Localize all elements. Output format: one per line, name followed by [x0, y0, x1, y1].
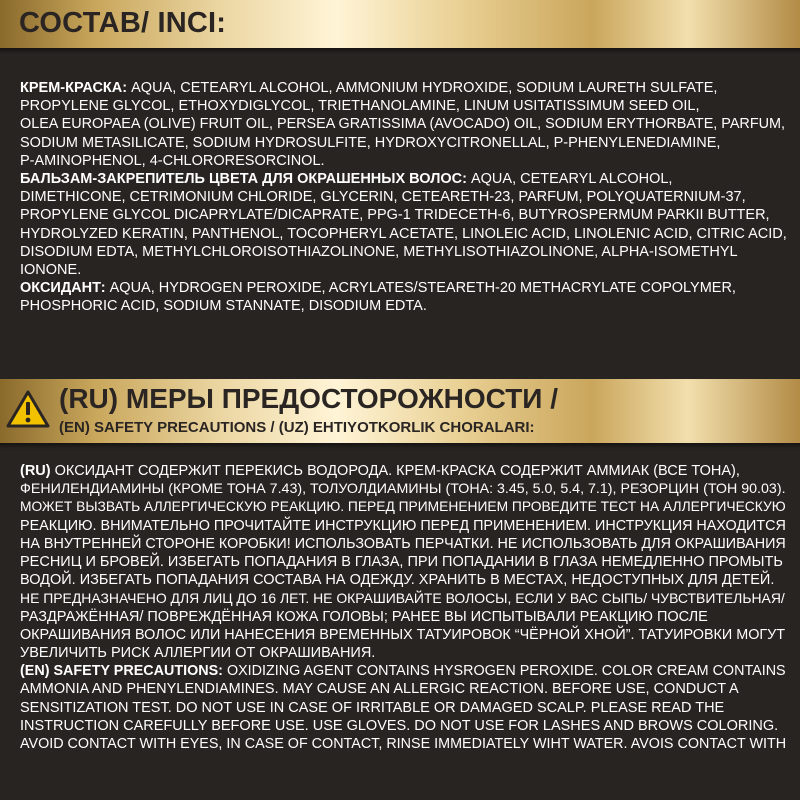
safety-line: ВОДОЙ. ИЗБЕГАТЬ ПОПАДАНИЯ СОСТАВА НА ОДЕЖДУ. ХРАНИТЬ В МЕСТАХ, НЕДОСТУПНЫХ ДЛЯ ДЕТЕЙ.	[20, 572, 775, 589]
safety-line-text: ОКСИДАНТ СОДЕРЖИТ ПЕРЕКИСЬ ВОДОРОДА. КРЕМ-КРАСКА СОДЕРЖИТ АММИАК (ВСЕ ТОНА),	[50, 463, 740, 479]
safety-line: INSTRUCTION CAREFULLY BEFORE USE. USE GLOVES. DO NOT USE FOR LASHES AND BROWS COLORING.	[20, 717, 779, 734]
safety-line: РЕСНИЦ И БРОВЕЙ. ИЗБЕГАТЬ ПОПАДАНИЯ В ГЛАЗА, ПРИ ПОПАДАНИИ В ГЛАЗА НЕМЕДЛЕННО ПРОМЫТЬ	[20, 554, 783, 571]
safety-header-shadow	[0, 443, 800, 449]
safety-text-block	[20, 462, 790, 753]
safety-title: (RU) МЕРЫ ПРЕДОСТОРОЖНОСТИ /	[59, 383, 558, 414]
inci-text-block	[20, 79, 790, 316]
inci-label-oxidant: ОКСИДАНТ:	[20, 280, 106, 297]
inci-line	[20, 279, 790, 297]
inci-line: OLEA EUROPAEA (OLIVE) FRUIT OIL, PERSEA GRATISSIMA (AVOCADO) OIL, SODIUM ERYTHORBATE, PARFUM,	[20, 116, 785, 133]
inci-line-text: AQUA, CETEARYL ALCOHOL,	[466, 171, 673, 188]
safety-line: РАЗДРАЖЁННАЯ/ ПОВРЕЖДЁННАЯ КОЖА ГОЛОВЫ; РАНЕЕ ВЫ ИСПЫТЫВАЛИ РЕАКЦИЮ ПОСЛЕ	[20, 608, 708, 625]
safety-line: SENSITIZATION TEST. DO NOT USE IN CASE OF IRRITABLE OR DAMAGED SCALP. PLEASE READ THE	[20, 699, 725, 716]
safety-line	[20, 662, 790, 680]
inci-header-band	[0, 0, 800, 48]
safety-subtitle: (EN) SAFETY PRECAUTIONS / (UZ) EHTIYOTKORLIK CHORALARI:	[59, 419, 535, 436]
inci-line: P-AMINOPHENOL, 4-CHLORORESORCINOL.	[20, 152, 325, 169]
safety-label-en: (EN) SAFETY PRECAUTIONS:	[20, 663, 223, 680]
inci-line: DISODIUM EDTA, METHYLCHLOROISOTHIAZOLINONE, METHYLISOTHIAZOLINONE, ALPHA-ISOMETHYL	[20, 243, 738, 260]
safety-line: ФЕНИЛЕНДИАМИНЫ (КРОМЕ ТОНА 7.43), ТОЛУОЛДИАМИНЫ (ТОНА: 3.45, 5.0, 5.4, 7.1), РЕЗОРЦИН (ТОН 90.03).	[20, 481, 786, 498]
safety-label-ru: (RU)	[20, 463, 51, 479]
safety-line: AMMONIA AND PHENYLENDIAMINES. MAY CAUSE AN ALLERGIC REACTION. BEFORE USE, CONDUCT A	[20, 681, 739, 698]
inci-header-shadow	[0, 48, 800, 54]
safety-line-text: OXIDIZING AGENT CONTAINS HYSROGEN PEROXIDE. COLOR CREAM CONTAINS	[222, 663, 786, 680]
inci-line: PHOSPHORIC ACID, SODIUM STANNATE, DISODIUM EDTA.	[20, 298, 427, 315]
safety-line	[20, 462, 790, 480]
inci-line-text: AQUA, CETEARYL ALCOHOL, AMMONIUM HYDROXIDE, SODIUM LAURETH SULFATE,	[127, 80, 718, 96]
inci-line-text: AQUA, HYDROGEN PEROXIDE, ACRYLATES/STEARETH-20 METHACRYLATE COPOLYMER,	[105, 280, 736, 297]
safety-line: НЕ ПРЕДНАЗНАЧЕНО ДЛЯ ЛИЦ ДО 16 ЛЕТ. НЕ ОКРАШИВАЙТЕ ВОЛОСЫ, ЕСЛИ У ВАС СЫПЬ/ ЧУВСТВИТЕЛЬНАЯ/	[20, 590, 785, 607]
safety-line: НА ВНУТРЕННЕЙ СТОРОНЕ КОРОБКИ! ИСПОЛЬЗОВАТЬ ПЕРЧАТКИ. НЕ ИСПОЛЬЗОВАТЬ ДЛЯ ОКРАШИВАНИЯ	[20, 535, 786, 552]
safety-line: ОКРАШИВАНИЯ ВОЛОС ИЛИ НАНЕСЕНИЯ ВРЕМЕННЫХ ТАТУИРОВОК “ЧЁРНОЙ ХНОЙ”. ТАТУИРОВКИ МОГУТ	[20, 626, 786, 643]
inci-line: HYDROLYZED KERATIN, PANTHENOL, TOCOPHERYL ACETATE, LINOLEIC ACID, LINOLENIC ACID, CITRIC ACID,	[20, 225, 787, 242]
safety-line: МОЖЕТ ВЫЗВАТЬ АЛЛЕРГИЧЕСКУЮ РЕАКЦИЮ. ПЕРЕД ПРИМЕНЕНИЕМ ПРОВЕДИТЕ ТЕСТ НА АЛЛЕРГИЧЕСКУЮ	[20, 499, 786, 515]
inci-title: СОСТАВ/ INCI:	[19, 7, 227, 39]
inci-line	[20, 79, 790, 97]
safety-line: РЕАКЦИЮ. ВНИМАТЕЛЬНО ПРОЧИТАЙТЕ ИНСТРУКЦИЮ ПЕРЕД ПРИМЕНЕНИЕМ. ИНСТРУКЦИЯ НАХОДИТСЯ	[20, 517, 786, 534]
warning-icon	[6, 389, 50, 429]
safety-header-band	[0, 379, 800, 443]
inci-line: PROPYLENE GLYCOL, ETHOXYDIGLYCOL, TRIETHANOLAMINE, LINUM USITATISSIMUM SEED OIL,	[20, 98, 700, 115]
inci-label-cream: КРЕМ-КРАСКА:	[20, 80, 128, 96]
inci-line: DIMETHICONE, CETRIMONIUM CHLORIDE, GLYCERIN, CETEARETH-23, PARFUM, POLYQUATERNIUM-37,	[20, 189, 746, 206]
inci-line	[20, 170, 790, 188]
inci-line: SODIUM METASILICATE, SODIUM HYDROSULFITE, HYDROXYCITRONELLAL, P-PHENYLENEDIAMINE,	[20, 134, 721, 151]
safety-line: AVOID CONTACT WITH EYES, IN CASE OF CONTACT, RINSE IMMEDIATELY WIHT WATER. AVOIS CONTACT WITH	[20, 736, 787, 753]
inci-label-balm: БАЛЬЗАМ-ЗАКРЕПИТЕЛЬ ЦВЕТА ДЛЯ ОКРАШЕННЫХ ВОЛОС:	[20, 171, 467, 188]
inci-line: IONONE.	[20, 262, 82, 279]
inci-line: PROPYLENE GLYCOL DICAPRYLATE/DICAPRATE, PPG-1 TRIDECETH-6, BUTYROSPERMUM PARKII BUTTER,	[20, 207, 770, 224]
safety-line: УВЕЛИЧИТЬ РИСК АЛЛЕРГИИ ОТ ОКРАШИВАНИЯ.	[20, 645, 376, 662]
